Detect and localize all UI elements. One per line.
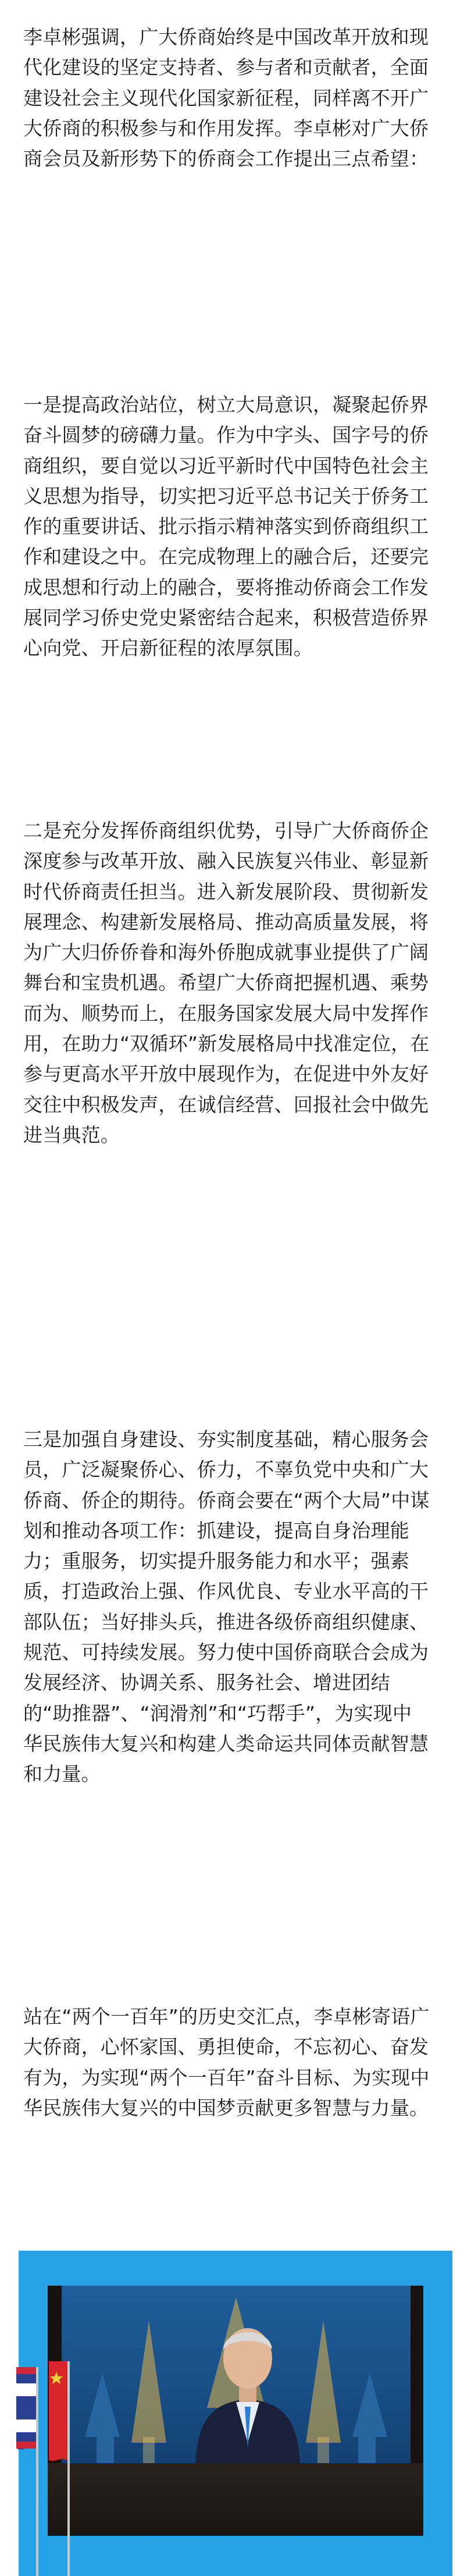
article-paragraph: 一是提高政治站位，树立大局意识，凝聚起侨界奋斗圆梦的磅礴力量。作为中字头、国字号的侨商组织，要自觉以习近平新时代中国特色社会主义思想为指导，切实把习近平总书记关于侨务工作的重要讲话、批示指示精神落实到侨商组织工作和建设之中。在完成物理上的融合后，还要完成思想和行动上的融合，要将推动侨商会工作发展同学习侨史党史紧密结合起来，积极营造侨界心向党、开启新征程的浓厚氛围。 <box>23 393 429 660</box>
article-paragraph: 李卓彬强调，广大侨商始终是中国改革开放和现代化建设的坚定支持者、参与者和贡献者，全面建设社会主义现代化国家新征程，同样离不开广大侨商的积极参与和作用发挥。李卓彬对广大侨商会员及新形势下的侨商会工作提出三点希望： <box>23 26 429 170</box>
article-paragraph: 三是加强自身建设、夯实制度基础，精心服务会员，广泛凝聚侨心、侨力，不辜负党中央和广大侨商、侨企的期待。侨商会要在“两个大局”中谋划和推动各项工作：抓建设，提高自身治理能力；重服务，切实提升服务能力和水平；强素质，打造政治上强、作风优良、专业水平高的干部队伍；当好排头兵，推进各级侨商组织健康、规范、可持续发展。努力使中国侨商联合会成为发展经济、协调关系、服务社会、增进团结的“助推器”、“润滑剂”和“巧帮手”，为实现中华民族伟大复兴和构建人类命运共同体贡献智慧和力量。 <box>23 1428 430 1786</box>
podium-desk <box>48 2463 423 2536</box>
conference-screen-scene <box>48 2286 423 2536</box>
display-screen <box>62 2286 411 2483</box>
flag-icon <box>49 2361 70 2576</box>
flag-icon <box>16 2367 38 2576</box>
flags-group <box>0 2326 87 2576</box>
article-paragraph: 二是充分发挥侨商组织优势，引导广大侨商侨企深度参与改革开放、融入民族复兴伟业、彰显新时代侨商责任担当。进入新发展阶段、贯彻新发展理念、构建新发展格局、推动高质量发展，将为广大归侨侨眷和海外侨胞成就事业提供了广阔舞台和宝贵机遇。希望广大侨商把握机遇、乘势而为、顺势而上，在服务国家发展大局中发挥作用，在助力“双循环”新发展格局中找准定位，在参与更高水平开放中展现作为，在促进中外友好交往中积极发声，在诚信经营、回报社会中做先进当典范。 <box>23 819 430 1146</box>
speaker-figure <box>190 2303 306 2472</box>
article-paragraph: 站在“两个一百年”的历史交汇点，李卓彬寄语广大侨商，心怀家国、勇担使命，不忘初心、奋发有为，为实现“两个一百年”奋斗目标、为实现中华民族伟大复兴的中国梦贡献更多智慧与力量。 <box>23 2005 430 2119</box>
